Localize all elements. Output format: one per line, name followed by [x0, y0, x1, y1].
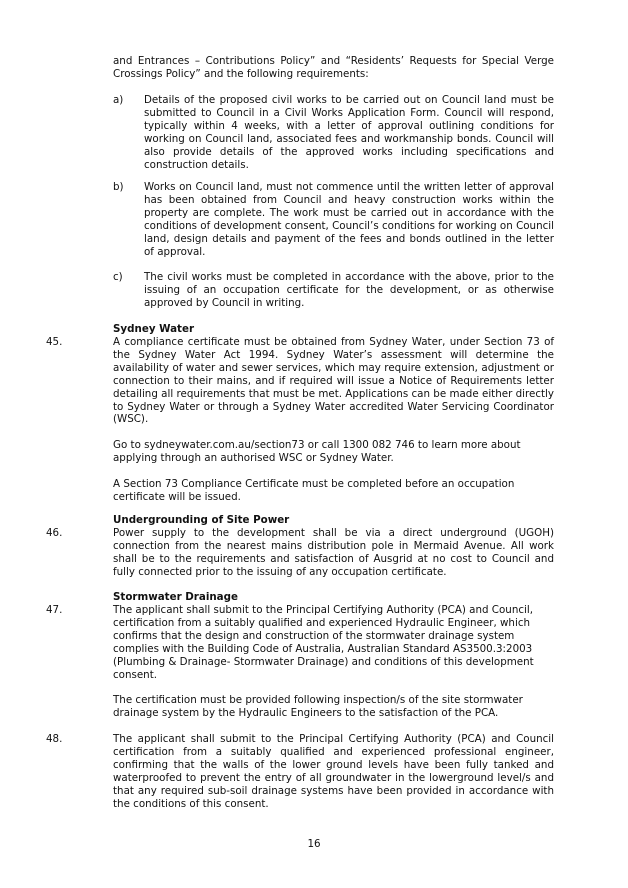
section-heading-undergrounding: Undergrounding of Site Power	[113, 514, 290, 526]
sub-item-text: The civil works must be completed in accordance with the above, prior to the issuing of an occupation certificate for the development, or as otherwise approved by Council in writing.	[144, 271, 554, 309]
sub-item-label: c)	[113, 271, 123, 283]
condition-body	[113, 733, 554, 810]
sub-item-a	[113, 94, 554, 171]
intro-paragraph: and Entrances – Contributions Policy” and “Residents’ Requests for Special Verge Crossings Policy” and the following requirements:	[113, 55, 554, 80]
condition-body	[113, 336, 554, 504]
condition-paragraph: Go to sydneywater.com.au/section73 or call 1300 082 746 to learn more about applying through an authorised WSC or Sydney Water.	[113, 439, 521, 465]
condition-number: 46.	[46, 527, 63, 539]
condition-paragraph: A Section 73 Compliance Certificate must be completed before an occupation certificate will be issued.	[113, 477, 515, 503]
condition-body	[113, 527, 554, 579]
sub-item-b	[113, 181, 554, 258]
condition-45	[46, 336, 554, 504]
sub-item-c	[113, 271, 554, 310]
sub-item-label: b)	[113, 181, 124, 193]
page-number: 16	[307, 838, 321, 850]
condition-48	[46, 733, 554, 810]
sub-item-text: Details of the proposed civil works to be carried out on Council land must be submitted to Council in a Civil Works Application Form. Council will respond, typically within 4 weeks, with a letter of approval outlining conditions for working on Council land, associated fees and workmanship bonds. Council will also provide details of the approved works including specifications and construction details.	[144, 94, 554, 171]
condition-number: 47.	[46, 604, 63, 616]
condition-number: 45.	[46, 336, 63, 348]
section-heading-stormwater: Stormwater Drainage	[113, 591, 238, 603]
condition-body	[113, 604, 554, 720]
section-heading-sydney-water: Sydney Water	[113, 323, 195, 335]
sub-item-label: a)	[113, 94, 124, 106]
condition-47	[46, 604, 554, 720]
condition-paragraph: The applicant shall submit to the Principal Certifying Authority (PCA) and Council, certification from a suitably qualified and experienced Hydraulic Engineer, which confirms that the design and construction of the stormwater drainage system complies with the Building Code of Australia, Australian Standard AS3500.3:2003 (Plumbing & Drainage- Stormwater Drainage) and conditions of this development consent.	[113, 604, 534, 681]
condition-paragraph: The applicant shall submit to the Principal Certifying Authority (PCA) and Council certification from a suitably qualified and experienced professional engineer, confirming that the walls of the lower ground levels have been fully tanked and waterproofed to prevent the entry of all groundwater in the lowerground level/s and that any required sub-soil drainage systems have been provided in accordance with the conditions of this consent.	[113, 733, 554, 810]
condition-number: 48.	[46, 733, 63, 745]
sub-item-text: Works on Council land, must not commence until the written letter of approval has been obtained from Council and heavy construction works within the property are complete. The work must be carried out in accordance with the conditions of development consent, Council’s conditions for working on Council land, design details and payment of the fees and bonds outlined in the letter of approval.	[144, 181, 554, 258]
condition-paragraph: Power supply to the development shall be via a direct underground (UGOH) connection from the nearest mains distribution pole in Mermaid Avenue. All work shall be to the requirements and satisfaction of Ausgrid at no cost to Council and fully connected prior to the issuing of any occupation certificate.	[113, 527, 554, 578]
condition-paragraph: The certification must be provided following inspection/s of the site stormwater drainage system by the Hydraulic Engineers to the satisfaction of the PCA.	[113, 694, 523, 720]
condition-paragraph: A compliance certificate must be obtained from Sydney Water, under Section 73 of the Sydney Water Act 1994. Sydney Water’s assessment will determine the availability of water and sewer services, which may require extension, adjustment or connection to their mains, and if required will issue a Notice of Requirements letter detailing all requirements that must be met. Applications can be made either directly to Sydney Water or through a Sydney Water accredited Water Servicing Coordinator (WSC).	[113, 336, 554, 426]
condition-46	[46, 527, 554, 579]
